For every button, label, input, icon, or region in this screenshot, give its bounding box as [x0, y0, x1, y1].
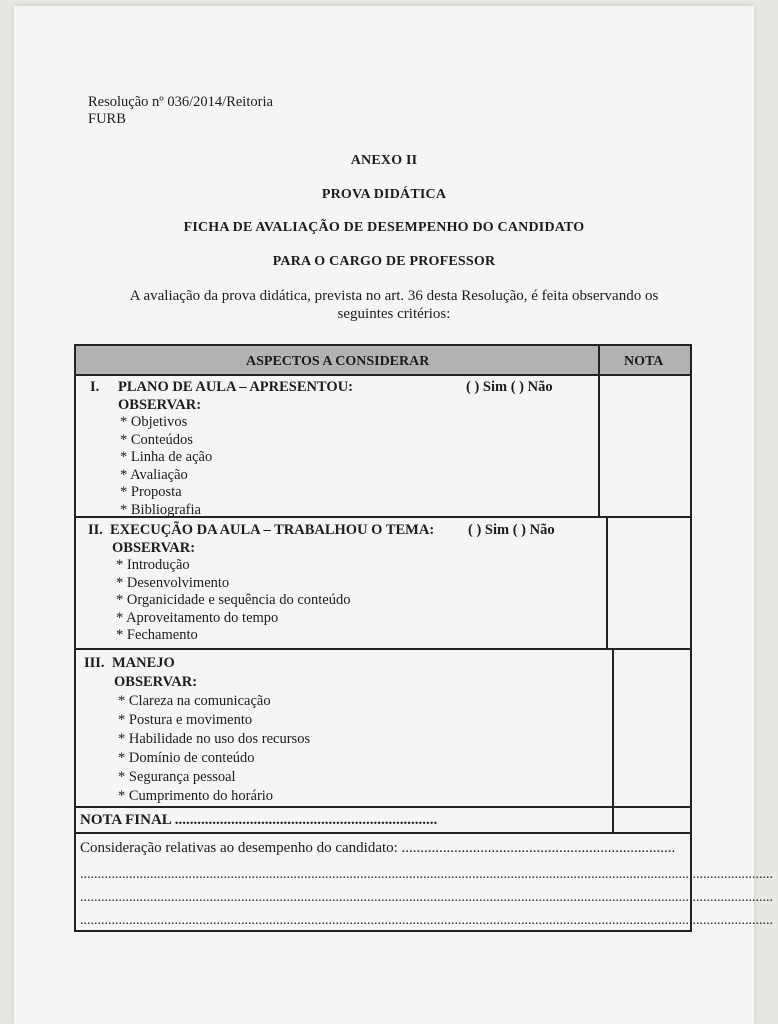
list-item: * Objetivos: [120, 414, 188, 430]
institution-name: FURB: [88, 111, 126, 127]
section-3-numeral: III.: [84, 655, 105, 671]
section-1-numeral: I.: [90, 379, 100, 395]
grade-column-divider-2: [606, 516, 608, 648]
document-header: [88, 94, 273, 128]
list-item: * Clareza na comunicação: [118, 693, 271, 709]
evaluation-table: [74, 344, 773, 932]
grade-column-header: NOTA: [624, 354, 664, 369]
list-item: * Avaliação: [120, 466, 188, 483]
section-2-divider: [76, 648, 690, 650]
form-title: FICHA DE AVALIAÇÃO DE DESEMPENHO DO CANDIDATO: [183, 220, 585, 235]
section-2-numeral: II.: [88, 522, 103, 538]
section-1-observe: OBSERVAR:: [118, 396, 202, 413]
list-item: * Linha de ação: [120, 449, 213, 465]
section-2-observe: OBSERVAR:: [112, 539, 196, 556]
list-item: * Fechamento: [116, 627, 198, 643]
considerations-field[interactable]: Consideração relativas ao desempenho do candidato: .........................................................................: [80, 840, 676, 856]
list-item: * Conteúdos: [120, 431, 193, 448]
list-item: * Postura e movimento: [118, 712, 253, 728]
list-item: * Proposta: [120, 484, 182, 500]
final-grade-field[interactable]: NOTA FINAL ......................................................................: [80, 812, 438, 828]
intro-line-2: seguintes critérios:: [337, 306, 451, 322]
section-3-heading: MANEJO: [112, 655, 175, 671]
section-lesson-execution: [88, 522, 604, 645]
section-handling: [84, 654, 606, 806]
list-item: * Bibliografia: [120, 501, 201, 518]
annex-title: ANEXO II: [350, 153, 418, 168]
list-item: * Cumprimento do horário: [118, 788, 274, 804]
section-lesson-plan: [90, 379, 600, 519]
section-1-options[interactable]: ( ) Sim ( ) Não: [466, 379, 553, 395]
section-3-observe: OBSERVAR:: [114, 674, 198, 690]
section-2-options[interactable]: ( ) Sim ( ) Não: [468, 522, 555, 538]
section-3-divider: [76, 806, 690, 808]
considerations-line-3[interactable]: ......................................................................................................................................................................................................: [80, 913, 773, 928]
considerations-line-2[interactable]: ......................................................................................................................................................................................................: [80, 890, 773, 905]
aspects-column-header: ASPECTOS A CONSIDERAR: [246, 354, 430, 369]
list-item: * Aproveitamento do tempo: [116, 609, 279, 626]
list-item: * Introdução: [116, 557, 190, 573]
section-1-heading: PLANO DE AULA – APRESENTOU:: [118, 379, 353, 395]
resolution-reference: Resolução nº 036/2014/Reitoria: [88, 94, 273, 110]
intro-line-1: A avaliação da prova didática, prevista no art. 36 desta Resolução, é feita observando os: [129, 288, 659, 304]
position-title: PARA O CARGO DE PROFESSOR: [272, 254, 496, 269]
intro-text: [10, 287, 778, 323]
exam-title: PROVA DIDÁTICA: [321, 187, 447, 202]
list-item: * Domínio de conteúdo: [118, 750, 255, 766]
final-grade-divider: [76, 832, 690, 834]
list-item: * Desenvolvimento: [116, 574, 230, 591]
list-item: * Organicidade e sequência do conteúdo: [116, 592, 351, 608]
section-2-heading: EXECUÇÃO DA AULA – TRABALHOU O TEMA:: [110, 522, 435, 538]
list-item: * Habilidade no uso dos recursos: [118, 731, 311, 747]
list-item: * Segurança pessoal: [118, 769, 236, 785]
considerations-line-1[interactable]: ......................................................................................................................................................................................................: [80, 867, 773, 882]
